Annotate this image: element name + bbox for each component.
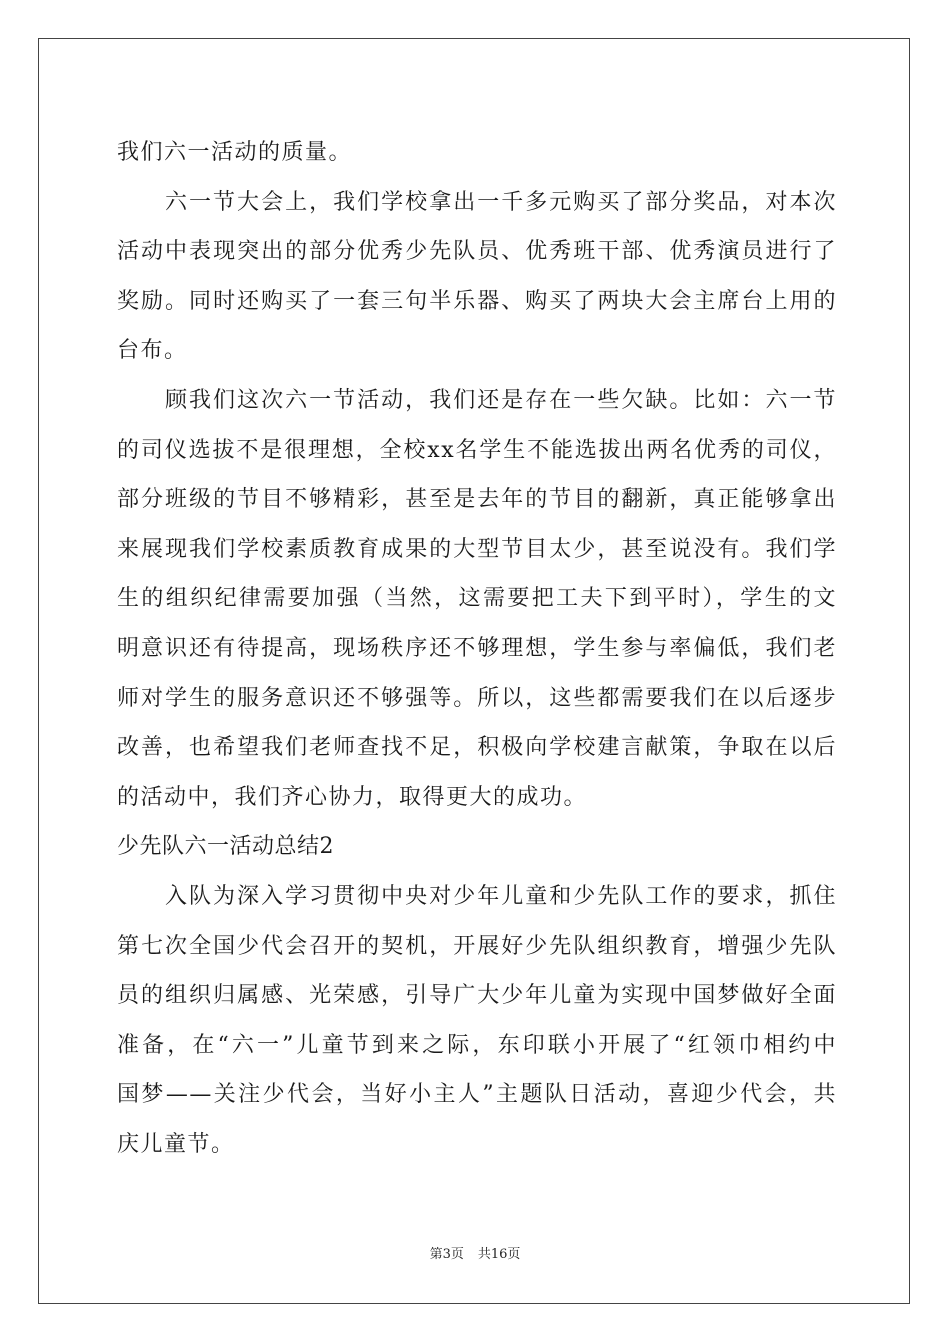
text-line: 国梦——关注少代会，当好小主人”主题队日活动，喜迎少代会，共 xyxy=(117,1082,837,1108)
text-line: 来展现我们学校素质教育成果的大型节目太少，甚至说没有。我们学 xyxy=(117,536,837,562)
text-line: 的活动中，我们齐心协力，取得更大的成功。 xyxy=(117,784,588,810)
text-line: 师对学生的服务意识还不够强等。所以，这些都需要我们在以后逐步 xyxy=(117,685,837,711)
text-line: 第七次全国少代会召开的契机，开展好少先队组织教育，增强少先队 xyxy=(117,933,837,959)
text-line: 部分班级的节目不够精彩，甚至是去年的节目的翻新，真正能够拿出 xyxy=(117,487,837,513)
text-line: 员的组织归属感、光荣感，引导广大少年儿童为实现中国梦做好全面 xyxy=(117,983,837,1009)
text-line: 活动中表现突出的部分优秀少先队员、优秀班干部、优秀演员进行了 xyxy=(117,239,837,265)
text-line: 生的组织纪律需要加强（当然，这需要把工夫下到平时），学生的文 xyxy=(117,586,837,612)
page-footer xyxy=(0,1243,950,1262)
page-number: 第3页 xyxy=(429,1247,464,1262)
text-line: 我们六一活动的质量。 xyxy=(117,140,353,165)
text-line: 改善，也希望我们老师查找不足，积极向学校建言献策，争取在以后 xyxy=(117,735,837,761)
paragraph-start-line: 顾我们这次六一节活动，我们还是存在一些欠缺。比如：六一节 xyxy=(165,387,837,413)
section-heading: 少先队六一活动总结2 xyxy=(117,834,334,860)
text-line: 准备，在“六一”儿童节到来之际，东印联小开展了“红领巾相约中 xyxy=(117,1032,837,1058)
text-line: 明意识还有待提高，现场秩序还不够理想，学生参与率偏低，我们老 xyxy=(117,635,837,661)
document-body xyxy=(117,128,837,1169)
text-line: 奖励。同时还购买了一套三句半乐器、购买了两块大会主席台上用的 xyxy=(117,288,837,314)
page-total: 共16页 xyxy=(477,1247,521,1262)
text-line: 的司仪选拔不是很理想，全校xx名学生不能选拔出两名优秀的司仪， xyxy=(117,437,837,463)
paragraph-start-line: 六一节大会上，我们学校拿出一千多元购买了部分奖品，对本次 xyxy=(165,189,837,215)
text-line: 庆儿童节。 xyxy=(117,1131,235,1157)
paragraph-start-line: 入队为深入学习贯彻中央对少年儿童和少先队工作的要求，抓住 xyxy=(165,883,837,909)
text-line: 台布。 xyxy=(117,338,188,364)
